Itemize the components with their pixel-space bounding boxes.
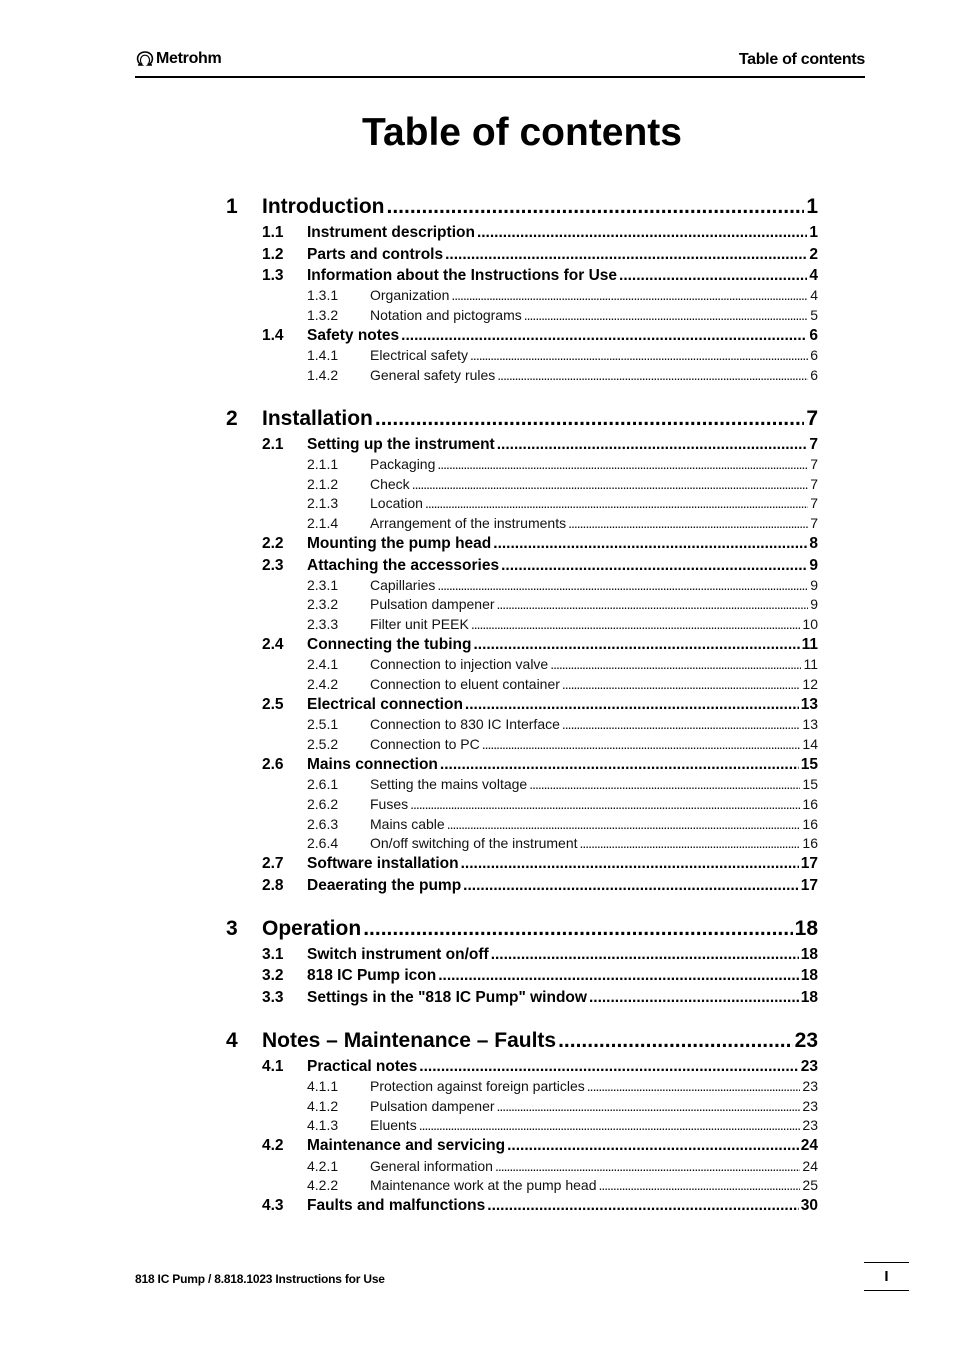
toc-entry-title: General safety rules [370, 366, 496, 383]
toc-entry-level1[interactable] [226, 1028, 818, 1054]
toc-entry-title: Connection to eluent container [370, 675, 560, 692]
toc-dot-leader [447, 815, 801, 833]
toc-dot-leader [487, 1196, 798, 1216]
toc-entry-page: 24 [802, 1157, 818, 1174]
toc-entry-number: 2.5.1 [307, 716, 339, 733]
toc-entry-level3[interactable] [226, 1157, 818, 1175]
toc-dot-leader [501, 556, 807, 576]
toc-dot-leader [580, 834, 801, 852]
toc-entry-number: 2.1.1 [307, 456, 339, 472]
toc-entry-level2[interactable] [226, 854, 818, 874]
toc-dot-leader [461, 854, 799, 874]
toc-entry-page: 4 [810, 287, 818, 304]
toc-entry-page: 18 [800, 967, 818, 985]
toc-entry-page: 18 [800, 945, 818, 963]
toc-entry-number: 2.6.1 [307, 776, 339, 793]
toc-entry-page: 30 [800, 1197, 818, 1215]
toc-entry-page: 8 [809, 535, 818, 552]
toc-entry-page: 11 [801, 636, 818, 654]
toc-entry-title: Capillaries [370, 576, 436, 593]
toc-entry-title: Settings in the "818 IC Pump" window [307, 988, 587, 1006]
toc-entry-level2[interactable] [226, 223, 818, 243]
toc-entry-title: Mains connection [307, 756, 438, 774]
toc-entry-title: General information [370, 1157, 493, 1174]
toc-entry-level3[interactable] [226, 735, 818, 753]
toc-entry-level2[interactable] [226, 266, 818, 286]
toc-dot-leader [550, 655, 801, 673]
toc-dot-leader [438, 966, 799, 986]
toc-entry-level3[interactable] [226, 366, 818, 384]
toc-entry-page: 14 [802, 735, 818, 752]
toc-dot-leader [440, 755, 799, 775]
toc-entry-page: 10 [802, 615, 818, 632]
toc-entry-page: 6 [810, 347, 818, 364]
toc-entry-number: 4.1.1 [307, 1078, 339, 1094]
toc-entry-title: Practical notes [307, 1057, 418, 1075]
toc-entry-level3[interactable] [226, 1077, 818, 1095]
toc-entry-title: Instrument description [307, 224, 475, 241]
toc-entry-title: Electrical safety [370, 347, 469, 364]
toc-entry-title: Maintenance and servicing [307, 1137, 506, 1155]
toc-entry-number: 2.2 [262, 535, 284, 552]
toc-entry-level2[interactable] [226, 755, 818, 775]
toc-entry-number: 2.4 [262, 636, 284, 654]
toc-entry-number: 4 [226, 1028, 238, 1052]
toc-dot-leader [473, 635, 799, 655]
toc-entry-level1[interactable] [226, 406, 818, 432]
toc-entry-level3[interactable] [226, 775, 818, 793]
toc-entry-title: Deaerating the pump [307, 876, 462, 894]
toc-dot-leader [619, 266, 807, 286]
toc-dot-leader [437, 455, 808, 473]
toc-entry-level3[interactable] [226, 595, 818, 613]
toc-entry-title: Information about the Instructions for Use [307, 267, 618, 284]
toc-entry-title: Electrical connection [307, 696, 463, 714]
toc-entry-page: 7 [806, 406, 818, 430]
toc-dot-leader [471, 615, 801, 633]
toc-dot-leader [482, 735, 801, 753]
omega-logo-icon [135, 51, 155, 67]
toc-entry-level3[interactable] [226, 514, 818, 532]
toc-entry-level2[interactable] [226, 1196, 818, 1216]
toc-entry-number: 2.6.3 [307, 815, 339, 832]
toc-entry-page: 9 [809, 556, 818, 574]
toc-entry-page: 13 [802, 716, 818, 733]
toc-entry-number: 2.6 [262, 756, 284, 774]
toc-entry-number: 4.3 [262, 1197, 284, 1215]
toc-entry-title: Mounting the pump head [307, 535, 492, 552]
toc-entry-page: 9 [810, 596, 818, 613]
toc-entry-level3[interactable] [226, 615, 818, 633]
toc-entry-number: 1.4.1 [307, 347, 339, 364]
toc-entry-level2[interactable] [226, 695, 818, 715]
toc-entry-level2[interactable] [226, 326, 818, 346]
toc-entry-title: Packaging [370, 456, 436, 472]
toc-entry-number: 2.4.1 [307, 656, 339, 673]
toc-entry-level3[interactable] [226, 1176, 818, 1194]
toc-entry-level2[interactable] [226, 635, 818, 655]
toc-entry-number: 4.1.3 [307, 1117, 339, 1134]
toc-dot-leader [497, 435, 808, 455]
toc-dot-leader [497, 1097, 801, 1115]
toc-dot-leader [562, 715, 801, 733]
toc-entry-level2[interactable] [226, 435, 818, 455]
toc-dot-leader [451, 286, 808, 304]
toc-dot-leader [589, 988, 799, 1008]
toc-entry-level3[interactable] [226, 494, 818, 512]
toc-entry-title: Arrangement of the instruments [370, 514, 567, 531]
toc-dot-leader [558, 1028, 793, 1054]
toc-entry-level3[interactable] [226, 1116, 818, 1134]
toc-entry-title: Protection against foreign particles [370, 1078, 585, 1094]
toc-dot-leader [386, 194, 804, 220]
toc-entry-number: 2.8 [262, 876, 284, 894]
toc-entry-number: 1.4.2 [307, 366, 339, 383]
toc-entry-number: 1.3.1 [307, 287, 339, 304]
toc-dot-leader [363, 916, 792, 942]
toc-entry-page: 7 [809, 435, 818, 453]
toc-dot-leader [598, 1176, 800, 1194]
toc-entry-number: 4.2 [262, 1137, 284, 1155]
toc-entry-number: 2 [226, 406, 238, 430]
toc-entry-title: Pulsation dampener [370, 596, 495, 613]
toc-entry-page: 12 [802, 675, 818, 692]
toc-entry-page: 16 [802, 795, 818, 812]
toc-entry-title: Switch instrument on/off [307, 945, 489, 963]
toc-dot-leader [477, 223, 807, 243]
toc-dot-leader [375, 406, 804, 432]
toc-dot-leader [419, 1057, 798, 1077]
toc-entry-title: Introduction [262, 195, 385, 218]
toc-dot-leader [587, 1077, 801, 1095]
toc-entry-page: 23 [802, 1117, 818, 1134]
toc-entry-page: 1 [809, 224, 818, 241]
toc-dot-leader [401, 326, 807, 346]
toc-entry-page: 13 [800, 696, 818, 714]
toc-entry-title: Operation [262, 916, 362, 940]
toc-dot-leader [507, 1136, 799, 1156]
toc-entry-page: 7 [810, 514, 818, 531]
toc-entry-level1[interactable] [226, 194, 818, 220]
toc-entry-title: Installation [262, 406, 373, 430]
toc-entry-page: 15 [800, 756, 818, 774]
toc-entry-page: 25 [802, 1177, 818, 1194]
page-header [135, 48, 865, 78]
toc-entry-title: Parts and controls [307, 245, 444, 263]
toc-entry-page: 23 [794, 1028, 818, 1052]
toc-entry-page: 7 [810, 495, 818, 512]
page-number: I [864, 1262, 909, 1291]
toc-entry-number: 2.6.2 [307, 795, 339, 812]
toc-entry-level3[interactable] [226, 576, 818, 594]
toc-entry-page: 2 [809, 245, 818, 263]
toc-entry-level2[interactable] [226, 556, 818, 576]
toc-entry-title: Connection to PC [370, 735, 480, 752]
toc-dot-leader [437, 576, 808, 594]
toc-entry-page: 4 [809, 267, 818, 284]
toc-entry-number: 2.3.1 [307, 576, 339, 593]
toc-entry-number: 2.1 [262, 435, 284, 453]
toc-entry-page: 23 [802, 1097, 818, 1114]
toc-entry-number: 1.1 [262, 224, 284, 241]
toc-entry-title: Software installation [307, 855, 459, 873]
toc-entry-page: 16 [802, 835, 818, 852]
toc-entry-level3[interactable] [226, 475, 818, 493]
toc-entry-number: 1.3.2 [307, 306, 339, 323]
toc-entry-page: 15 [802, 776, 818, 793]
toc-entry-level3[interactable] [226, 306, 818, 324]
toc-entry-number: 3.3 [262, 988, 284, 1006]
toc-entry-title: Safety notes [307, 327, 400, 344]
toc-entry-page: 23 [800, 1057, 818, 1075]
toc-entry-number: 2.5.2 [307, 735, 339, 752]
toc-entry-page: 7 [810, 475, 818, 492]
toc-entry-number: 2.6.4 [307, 835, 339, 852]
toc-entry-title: Attaching the accessories [307, 556, 500, 574]
toc-entry-level2[interactable] [226, 245, 818, 265]
toc-entry-title: Check [370, 475, 410, 492]
toc-entry-page: 18 [800, 988, 818, 1006]
toc-entry-page: 23 [802, 1078, 818, 1094]
toc-entry-number: 4.1.2 [307, 1097, 339, 1114]
toc-dot-leader [419, 1116, 801, 1134]
toc-entry-title: Notes – Maintenance – Faults [262, 1028, 557, 1052]
toc-entry-level3[interactable] [226, 455, 818, 473]
toc-entry-level2[interactable] [226, 876, 818, 896]
toc-dot-leader [568, 514, 808, 532]
toc-entry-level3[interactable] [226, 346, 818, 364]
toc-entry-number: 4.2.2 [307, 1177, 339, 1194]
toc-entry-page: 11 [803, 656, 818, 673]
header-title: Table of contents [738, 51, 865, 68]
toc-entry-level3[interactable] [226, 715, 818, 733]
toc-entry-number: 3.2 [262, 967, 284, 985]
toc-entry-number: 4.1 [262, 1057, 284, 1075]
toc-entry-page: 17 [800, 855, 818, 873]
toc-entry-level2[interactable] [226, 945, 818, 965]
toc-entry-title: Pulsation dampener [370, 1097, 495, 1114]
toc-entry-title: Connecting the tubing [307, 636, 472, 654]
toc-entry-number: 3.1 [262, 945, 284, 963]
toc-dot-leader [495, 1157, 800, 1175]
toc-entry-level3[interactable] [226, 834, 818, 852]
toc-entry-level3[interactable] [226, 795, 818, 813]
toc-entry-number: 3 [226, 916, 238, 940]
toc-entry-title: Eluents [370, 1117, 417, 1134]
toc-entry-level3[interactable] [226, 815, 818, 833]
toc-entry-number: 2.5 [262, 696, 284, 714]
toc-dot-leader [491, 945, 799, 965]
logo-text: Metrohm [156, 50, 222, 67]
toc-entry-title: Maintenance work at the pump head [370, 1177, 597, 1194]
toc-entry-page: 7 [810, 456, 818, 472]
toc-entry-number: 2.3.2 [307, 596, 339, 613]
toc-dot-leader [463, 876, 799, 896]
toc-entry-level3[interactable] [226, 675, 818, 693]
toc-entry-number: 4.2.1 [307, 1157, 339, 1174]
toc-entry-number: 1.3 [262, 267, 284, 284]
toc-entry-page: 5 [810, 306, 818, 323]
toc-entry-level1[interactable] [226, 916, 818, 942]
page-title: Table of contents [362, 111, 682, 154]
toc-entry-page: 6 [809, 327, 818, 344]
toc-entry-title: Faults and malfunctions [307, 1197, 486, 1215]
toc-entry-number: 2.1.2 [307, 475, 339, 492]
toc-entry-page: 24 [800, 1137, 818, 1155]
toc-entry-page: 16 [802, 815, 818, 832]
metrohm-logo [135, 50, 221, 68]
toc-entry-level3[interactable] [226, 1097, 818, 1115]
toc-entry-page: 17 [800, 876, 818, 894]
toc-entry-title: 818 IC Pump icon [307, 967, 437, 985]
toc-entry-number: 2.1.4 [307, 514, 339, 531]
toc-entry-level3[interactable] [226, 286, 818, 304]
toc-dot-leader [465, 695, 799, 715]
toc-dot-leader [425, 494, 808, 512]
toc-dot-leader [445, 245, 807, 265]
toc-dot-leader [529, 775, 800, 793]
toc-entry-number: 1.4 [262, 327, 284, 344]
toc-dot-leader [410, 795, 800, 813]
toc-entry-title: Setting the mains voltage [370, 776, 528, 793]
toc-entry-number: 2.1.3 [307, 495, 339, 512]
footer-text: 818 IC Pump / 8.818.1023 Instructions for Use [135, 1272, 385, 1286]
toc-dot-leader [524, 306, 808, 324]
toc-entry-number: 2.3 [262, 556, 284, 574]
toc-entry-title: Mains cable [370, 815, 445, 832]
toc-dot-leader [497, 595, 809, 613]
toc-entry-page: 6 [810, 366, 818, 383]
toc-entry-number: 2.4.2 [307, 675, 339, 692]
toc-entry-page: 18 [794, 916, 818, 940]
toc-entry-title: Filter unit PEEK [370, 615, 469, 632]
toc-entry-number: 2.3.3 [307, 615, 339, 632]
toc-dot-leader [412, 475, 809, 493]
toc-entry-title: Setting up the instrument [307, 435, 495, 453]
toc-entry-number: 2.7 [262, 855, 284, 873]
toc-dot-leader [562, 675, 801, 693]
toc-entry-level2[interactable] [226, 1136, 818, 1156]
toc-entry-title: Location [370, 495, 423, 512]
toc-entry-title: Connection to injection valve [370, 656, 549, 673]
toc-entry-page: 1 [806, 195, 818, 218]
toc-entry-number: 1 [226, 195, 238, 218]
toc-entry-level2[interactable] [226, 1057, 818, 1077]
toc-entry-number: 1.2 [262, 245, 284, 263]
toc-dot-leader [493, 534, 807, 554]
toc-entry-title: Notation and pictograms [370, 306, 522, 323]
toc-dot-leader [497, 366, 808, 384]
toc-entry-level2[interactable] [226, 966, 818, 986]
toc-entry-title: Organization [370, 287, 450, 304]
toc-entry-title: On/off switching of the instrument [370, 835, 578, 852]
toc-entry-page: 9 [810, 576, 818, 593]
toc-entry-level2[interactable] [226, 534, 818, 554]
toc-dot-leader [470, 346, 808, 364]
toc-entry-level3[interactable] [226, 655, 818, 673]
toc-entry-title: Connection to 830 IC Interface [370, 716, 560, 733]
toc-entry-level2[interactable] [226, 988, 818, 1008]
toc-entry-title: Fuses [370, 795, 409, 812]
